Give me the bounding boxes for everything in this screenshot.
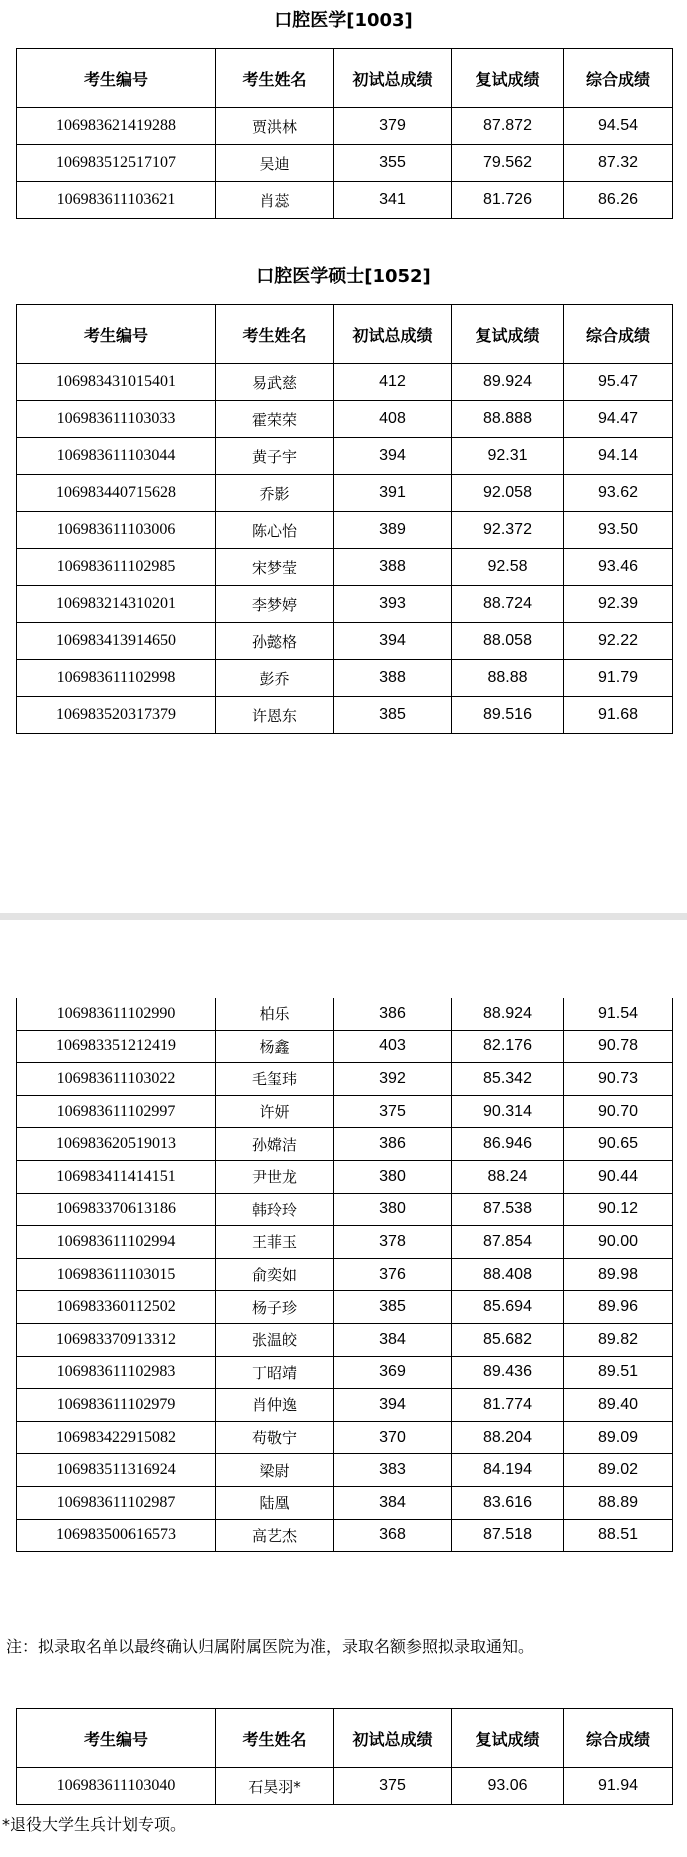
retest-score: 87.854 [452,1226,564,1259]
candidate-name: 孙嫦洁 [216,1128,334,1161]
initial-score: 386 [334,1128,452,1161]
table-row [17,1030,673,1063]
retest-score: 81.774 [452,1389,564,1422]
table-row [17,1421,673,1454]
candidate-id: 106983360112502 [17,1291,216,1324]
candidate-name: 许妍 [216,1095,334,1128]
table-header-row [17,49,673,108]
candidate-id: 106983611102985 [17,549,216,586]
candidate-name: 孙懿格 [216,623,334,660]
retest-score: 92.31 [452,438,564,475]
table-row [17,998,673,1030]
column-header: 考生姓名 [216,305,334,364]
candidate-name: 张温皎 [216,1323,334,1356]
candidate-id: 106983620519013 [17,1128,216,1161]
total-score: 94.54 [564,108,673,145]
candidate-id: 106983370613186 [17,1193,216,1226]
retest-score: 84.194 [452,1454,564,1487]
candidate-name: 乔影 [216,475,334,512]
candidate-name: 柏乐 [216,998,334,1030]
table-row [17,1454,673,1487]
candidate-id: 106983611103033 [17,401,216,438]
retest-score: 81.726 [452,182,564,219]
initial-score: 385 [334,1291,452,1324]
candidate-id: 106983611102997 [17,1095,216,1128]
total-score: 90.12 [564,1193,673,1226]
candidate-name: 易武慈 [216,364,334,401]
table-row [17,1323,673,1356]
table-row [17,1160,673,1193]
initial-score: 386 [334,998,452,1030]
initial-score: 393 [334,586,452,623]
retest-score: 83.616 [452,1486,564,1519]
initial-score: 376 [334,1258,452,1291]
initial-score: 378 [334,1226,452,1259]
table-row [17,182,673,219]
initial-score: 403 [334,1030,452,1063]
candidate-id: 106983611103022 [17,1063,216,1096]
total-score: 90.70 [564,1095,673,1128]
table-header-row [17,1709,673,1768]
candidate-id: 106983611103044 [17,438,216,475]
table-row [17,145,673,182]
retest-score: 90.314 [452,1095,564,1128]
table-row [17,1486,673,1519]
retest-score: 89.436 [452,1356,564,1389]
veteran-note: *退役大学生兵计划专项。 [2,1815,187,1834]
candidate-name: 毛玺玮 [216,1063,334,1096]
initial-score: 375 [334,1095,452,1128]
retest-score: 79.562 [452,145,564,182]
candidate-name: 李梦婷 [216,586,334,623]
table-row [17,1226,673,1259]
total-score: 91.54 [564,998,673,1030]
total-score: 89.82 [564,1323,673,1356]
candidate-name: 石昊羽* [216,1768,334,1805]
retest-score: 88.408 [452,1258,564,1291]
table-header-row [17,305,673,364]
table-row [17,660,673,697]
total-score: 91.79 [564,660,673,697]
retest-score: 93.06 [452,1768,564,1805]
total-score: 92.22 [564,623,673,660]
initial-score: 369 [334,1356,452,1389]
retest-score: 92.058 [452,475,564,512]
initial-score: 380 [334,1193,452,1226]
candidate-id: 106983611103040 [17,1768,216,1805]
initial-score: 375 [334,1768,452,1805]
total-score: 89.51 [564,1356,673,1389]
table-row [17,586,673,623]
candidate-id: 106983440715628 [17,475,216,512]
total-score: 93.46 [564,549,673,586]
initial-score: 370 [334,1421,452,1454]
candidate-name: 陆凰 [216,1486,334,1519]
total-score: 92.39 [564,586,673,623]
column-header: 初试总成绩 [334,49,452,108]
total-score: 90.65 [564,1128,673,1161]
retest-score: 85.342 [452,1063,564,1096]
initial-score: 384 [334,1486,452,1519]
retest-score: 87.872 [452,108,564,145]
candidate-id: 106983611103621 [17,182,216,219]
candidate-id: 106983611102983 [17,1356,216,1389]
total-score: 94.47 [564,401,673,438]
candidate-id: 106983500616573 [17,1519,216,1552]
candidate-name: 吴迪 [216,145,334,182]
table-row [17,623,673,660]
candidate-id: 106983611102990 [17,998,216,1030]
retest-score: 82.176 [452,1030,564,1063]
column-header: 复试成绩 [452,305,564,364]
table-row [17,1519,673,1552]
column-header: 考生姓名 [216,1709,334,1768]
retest-score: 89.924 [452,364,564,401]
table-row [17,1193,673,1226]
candidate-name: 梁尉 [216,1454,334,1487]
table-row [17,512,673,549]
initial-score: 388 [334,660,452,697]
total-score: 91.68 [564,697,673,734]
candidate-name: 高艺杰 [216,1519,334,1552]
initial-score: 394 [334,438,452,475]
retest-score: 87.538 [452,1193,564,1226]
total-score: 89.40 [564,1389,673,1422]
table-row [17,1095,673,1128]
table-row [17,438,673,475]
candidate-id: 106983611103015 [17,1258,216,1291]
column-header: 综合成绩 [564,1709,673,1768]
candidate-id: 106983214310201 [17,586,216,623]
candidate-name: 苟敬宁 [216,1421,334,1454]
initial-score: 355 [334,145,452,182]
candidate-id: 106983370913312 [17,1323,216,1356]
candidate-id: 106983611102994 [17,1226,216,1259]
candidate-id: 106983520317379 [17,697,216,734]
section2-title: 口腔医学硕士[1052] [256,266,431,287]
table-row [17,1128,673,1161]
section2-table [16,304,673,734]
candidate-id: 106983351212419 [17,1030,216,1063]
column-header: 复试成绩 [452,49,564,108]
candidate-name: 杨子珍 [216,1291,334,1324]
table-row [17,108,673,145]
total-score: 90.73 [564,1063,673,1096]
candidate-name: 贾洪林 [216,108,334,145]
retest-score: 88.724 [452,586,564,623]
retest-score: 88.204 [452,1421,564,1454]
admission-note: 注：拟录取名单以最终确认归属附属医院为准，录取名额参照拟录取通知。 [6,1637,535,1656]
table-row [17,1258,673,1291]
candidate-id: 106983413914650 [17,623,216,660]
initial-score: 408 [334,401,452,438]
total-score: 89.98 [564,1258,673,1291]
total-score: 89.09 [564,1421,673,1454]
table-row [17,549,673,586]
initial-score: 368 [334,1519,452,1552]
retest-score: 87.518 [452,1519,564,1552]
total-score: 88.51 [564,1519,673,1552]
total-score: 95.47 [564,364,673,401]
candidate-name: 陈心怡 [216,512,334,549]
initial-score: 380 [334,1160,452,1193]
candidate-name: 尹世龙 [216,1160,334,1193]
total-score: 86.26 [564,182,673,219]
retest-score: 92.372 [452,512,564,549]
column-header: 考生姓名 [216,49,334,108]
column-header: 初试总成绩 [334,1709,452,1768]
candidate-name: 许恩东 [216,697,334,734]
candidate-name: 肖蕊 [216,182,334,219]
total-score: 90.44 [564,1160,673,1193]
candidate-id: 106983511316924 [17,1454,216,1487]
total-score: 91.94 [564,1768,673,1805]
candidate-id: 106983621419288 [17,108,216,145]
column-header: 复试成绩 [452,1709,564,1768]
table-row [17,364,673,401]
table-row [17,1356,673,1389]
initial-score: 383 [334,1454,452,1487]
candidate-name: 韩玲玲 [216,1193,334,1226]
total-score: 90.00 [564,1226,673,1259]
initial-score: 394 [334,1389,452,1422]
table-row [17,1063,673,1096]
table-row [17,401,673,438]
total-score: 94.14 [564,438,673,475]
total-score: 87.32 [564,145,673,182]
candidate-name: 彭乔 [216,660,334,697]
initial-score: 341 [334,182,452,219]
table-row [17,475,673,512]
total-score: 89.96 [564,1291,673,1324]
section1-title: 口腔医学[1003] [274,10,413,31]
candidate-id: 106983611103006 [17,512,216,549]
column-header: 考生编号 [17,49,216,108]
total-score: 89.02 [564,1454,673,1487]
retest-score: 88.888 [452,401,564,438]
column-header: 考生编号 [17,305,216,364]
retest-score: 86.946 [452,1128,564,1161]
candidate-name: 丁昭靖 [216,1356,334,1389]
candidate-name: 肖仲逸 [216,1389,334,1422]
section2-continued-table [16,998,673,1552]
retest-score: 85.694 [452,1291,564,1324]
candidate-name: 霍荣荣 [216,401,334,438]
section1-table [16,48,673,219]
candidate-id: 106983422915082 [17,1421,216,1454]
table-row [17,1768,673,1805]
candidate-name: 宋梦莹 [216,549,334,586]
column-header: 综合成绩 [564,305,673,364]
initial-score: 392 [334,1063,452,1096]
retest-score: 88.88 [452,660,564,697]
initial-score: 412 [334,364,452,401]
initial-score: 389 [334,512,452,549]
table-row [17,1389,673,1422]
candidate-id: 106983411414151 [17,1160,216,1193]
initial-score: 388 [334,549,452,586]
candidate-name: 王菲玉 [216,1226,334,1259]
candidate-id: 106983611102987 [17,1486,216,1519]
retest-score: 85.682 [452,1323,564,1356]
retest-score: 88.924 [452,998,564,1030]
candidate-id: 106983611102998 [17,660,216,697]
total-score: 88.89 [564,1486,673,1519]
initial-score: 394 [334,623,452,660]
initial-score: 384 [334,1323,452,1356]
page-break-divider [0,913,687,920]
section3-table [16,1708,673,1805]
retest-score: 88.24 [452,1160,564,1193]
total-score: 90.78 [564,1030,673,1063]
initial-score: 391 [334,475,452,512]
initial-score: 385 [334,697,452,734]
candidate-name: 俞奕如 [216,1258,334,1291]
retest-score: 92.58 [452,549,564,586]
column-header: 考生编号 [17,1709,216,1768]
retest-score: 88.058 [452,623,564,660]
column-header: 综合成绩 [564,49,673,108]
candidate-id: 106983512517107 [17,145,216,182]
candidate-id: 106983611102979 [17,1389,216,1422]
candidate-name: 黄子宇 [216,438,334,475]
column-header: 初试总成绩 [334,305,452,364]
total-score: 93.62 [564,475,673,512]
table-row [17,697,673,734]
initial-score: 379 [334,108,452,145]
table-row [17,1291,673,1324]
total-score: 93.50 [564,512,673,549]
candidate-id: 106983431015401 [17,364,216,401]
retest-score: 89.516 [452,697,564,734]
candidate-name: 杨鑫 [216,1030,334,1063]
